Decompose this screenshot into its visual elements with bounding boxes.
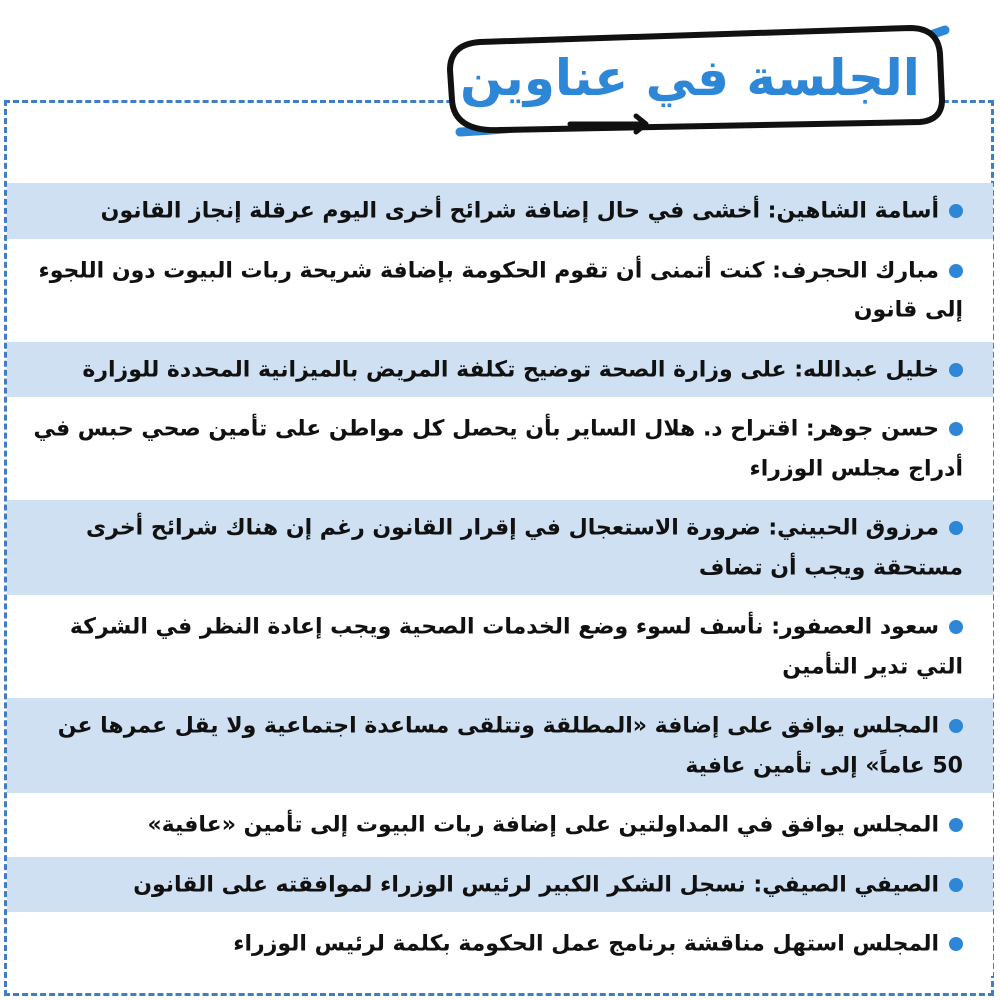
bullet-dot-icon bbox=[949, 719, 963, 733]
bullet-dot-icon bbox=[949, 818, 963, 832]
page-title: الجلسة في عناوين bbox=[460, 49, 920, 107]
list-item bbox=[7, 183, 993, 243]
bullet-dot-icon bbox=[949, 521, 963, 535]
list-item-text: المجلس يوافق في المداولتين على إضافة ربات البيوت إلى تأمين «عافية» bbox=[147, 812, 939, 838]
title-banner bbox=[440, 20, 950, 138]
list-item bbox=[7, 857, 993, 917]
list-item bbox=[7, 342, 993, 402]
list-item bbox=[7, 698, 993, 797]
bullet-dot-icon bbox=[949, 264, 963, 278]
list-item-text: أسامة الشاهين: أخشى في حال إضافة شرائح أخرى اليوم عرقلة إنجاز القانون bbox=[100, 198, 939, 224]
bullet-dot-icon bbox=[949, 422, 963, 436]
list-item bbox=[7, 243, 993, 342]
list-item-text: المجلس يوافق على إضافة «المطلقة وتتلقى مساعدة اجتماعية ولا يقل عمرها عن 50 عاماً» إلى تأمين عافية bbox=[57, 713, 963, 778]
list-item bbox=[7, 599, 993, 698]
bullet-dot-icon bbox=[949, 937, 963, 951]
bullet-dot-icon bbox=[949, 620, 963, 634]
bullet-dot-icon bbox=[949, 204, 963, 218]
headlines-list bbox=[7, 183, 993, 976]
list-item bbox=[7, 797, 993, 857]
list-item-text: مبارك الحجرف: كنت أتمنى أن تقوم الحكومة بإضافة شريحة ربات البيوت دون اللجوء إلى قانون bbox=[38, 258, 963, 323]
bullet-dot-icon bbox=[949, 363, 963, 377]
list-item-text: مرزوق الحبيني: ضرورة الاستعجال في إقرار القانون رغم إن هناك شرائح أخرى مستحقة ويجب أن تضاف bbox=[85, 515, 963, 580]
list-item-text: خليل عبدالله: على وزارة الصحة توضيح تكلفة المريض بالميزانية المحددة للوزارة bbox=[82, 357, 939, 382]
bullet-dot-icon bbox=[949, 878, 963, 892]
list-item-text: سعود العصفور: نأسف لسوء وضع الخدمات الصحية ويجب إعادة النظر في الشركة التي تدير التأمين bbox=[69, 614, 963, 679]
list-item-text: الصيفي الصيفي: نسجل الشكر الكبير لرئيس الوزراء لموافقته على القانون bbox=[133, 872, 939, 897]
list-item-text: المجلس استهل مناقشة برنامج عمل الحكومة بكلمة لرئيس الوزراء bbox=[233, 931, 939, 957]
list-item-text: حسن جوهر: اقتراح د. هلال الساير بأن يحصل كل مواطن على تأمين صحي حبس في أدراج مجلس الوزراء bbox=[33, 416, 963, 481]
list-item bbox=[7, 500, 993, 599]
list-item bbox=[7, 401, 993, 500]
list-item bbox=[7, 916, 993, 976]
